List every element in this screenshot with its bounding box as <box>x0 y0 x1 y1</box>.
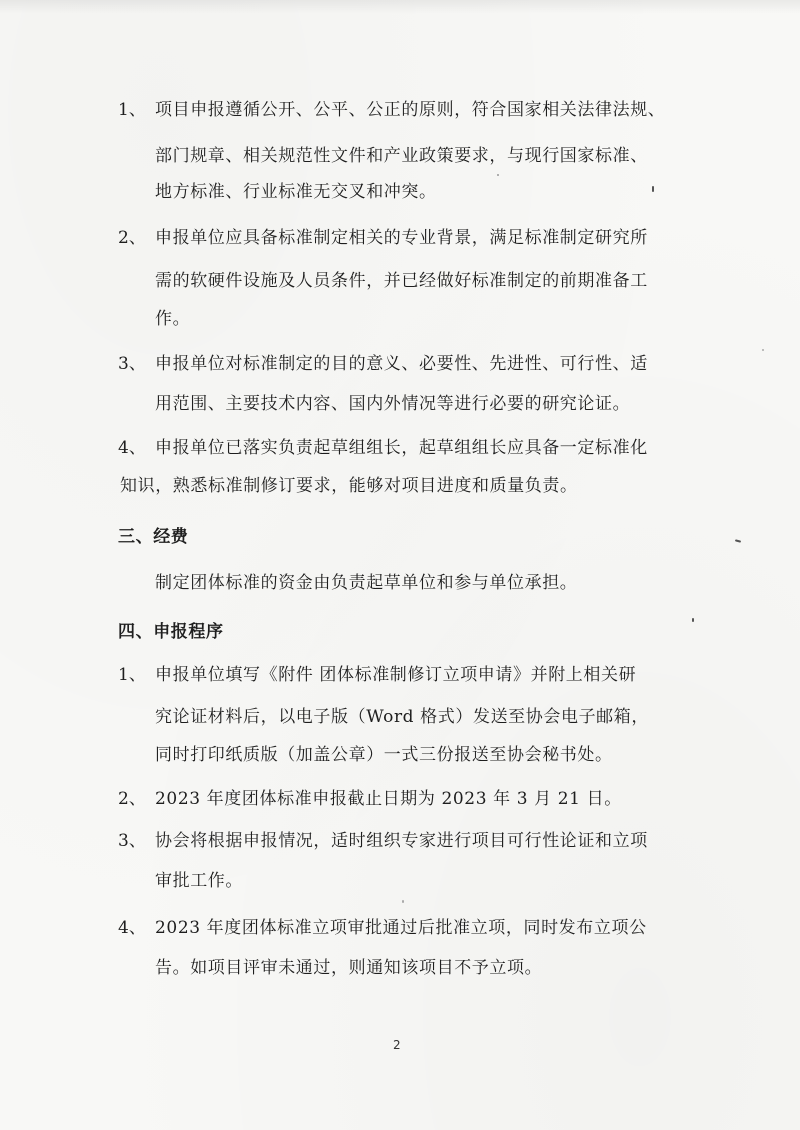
list-item-line: 知识，熟悉标准制修订要求，能够对项目进度和质量负责。 <box>120 476 578 496</box>
list-item-number: 2、 <box>118 789 146 809</box>
list-item-line: 项目申报遵循公开、公平、公正的原则，符合国家相关法律法规、 <box>155 100 666 120</box>
scan-edge-shadow <box>0 0 800 14</box>
list-item-line: 究论证材料后，以电子版（Word 格式）发送至协会电子邮箱， <box>155 707 649 727</box>
list-item-line: 申报单位已落实负责起草组组长，起草组组长应具备一定标准化 <box>155 438 648 458</box>
scan-speck <box>652 186 654 192</box>
list-item-line: 申报单位对标准制定的目的意义、必要性、先进性、可行性、适 <box>155 354 648 374</box>
list-item-line: 2023 年度团体标准立项审批通过后批准立项，同时发布立项公 <box>155 918 647 938</box>
list-item-number: 2、 <box>118 228 146 248</box>
scan-speck <box>497 174 499 176</box>
list-item-number: 1、 <box>118 100 146 120</box>
list-item-number: 4、 <box>118 918 146 938</box>
list-item-line: 申报单位应具备标准制定相关的专业背景，满足标准制定研究所 <box>155 228 648 248</box>
list-item-number: 4、 <box>118 438 146 458</box>
list-item-line: 需的软硬件设施及人员条件，并已经做好标准制定的前期准备工 <box>155 271 648 291</box>
list-item-line: 同时打印纸质版（加盖公章）一式三份报送至协会秘书处。 <box>155 745 613 765</box>
section-heading-procedure: 四、申报程序 <box>118 622 224 642</box>
section-body-funding: 制定团体标准的资金由负责起草单位和参与单位承担。 <box>155 573 578 593</box>
section-heading-funding: 三、经费 <box>118 527 189 547</box>
list-item-line: 协会将根据申报情况，适时组织专家进行项目可行性论证和立项 <box>155 831 648 851</box>
list-item-line: 用范围、主要技术内容、国内外情况等进行必要的研究论证。 <box>155 394 631 414</box>
list-item-number: 1、 <box>118 665 146 685</box>
list-item-line: 2023 年度团体标准申报截止日期为 2023 年 3 月 21 日。 <box>155 789 622 809</box>
list-item-line: 审批工作。 <box>155 871 243 891</box>
list-item-line: 申报单位填写《附件 团体标准制修订立项申请》并附上相关研 <box>155 665 637 685</box>
scan-speck <box>735 539 741 542</box>
list-item-number: 3、 <box>118 354 146 374</box>
scan-speck <box>692 618 694 622</box>
list-item-line: 告。如项目评审未通过，则通知该项目不予立项。 <box>155 958 543 978</box>
scan-speck <box>762 349 764 351</box>
scan-speck <box>402 900 404 903</box>
list-item-line: 地方标准、行业标准无交叉和冲突。 <box>155 182 437 202</box>
list-item-line: 部门规章、相关规范性文件和产业政策要求，与现行国家标准、 <box>155 146 648 166</box>
list-item-line: 作。 <box>155 309 191 329</box>
list-item-number: 3、 <box>118 831 146 851</box>
page-number: 2 <box>393 1038 401 1052</box>
